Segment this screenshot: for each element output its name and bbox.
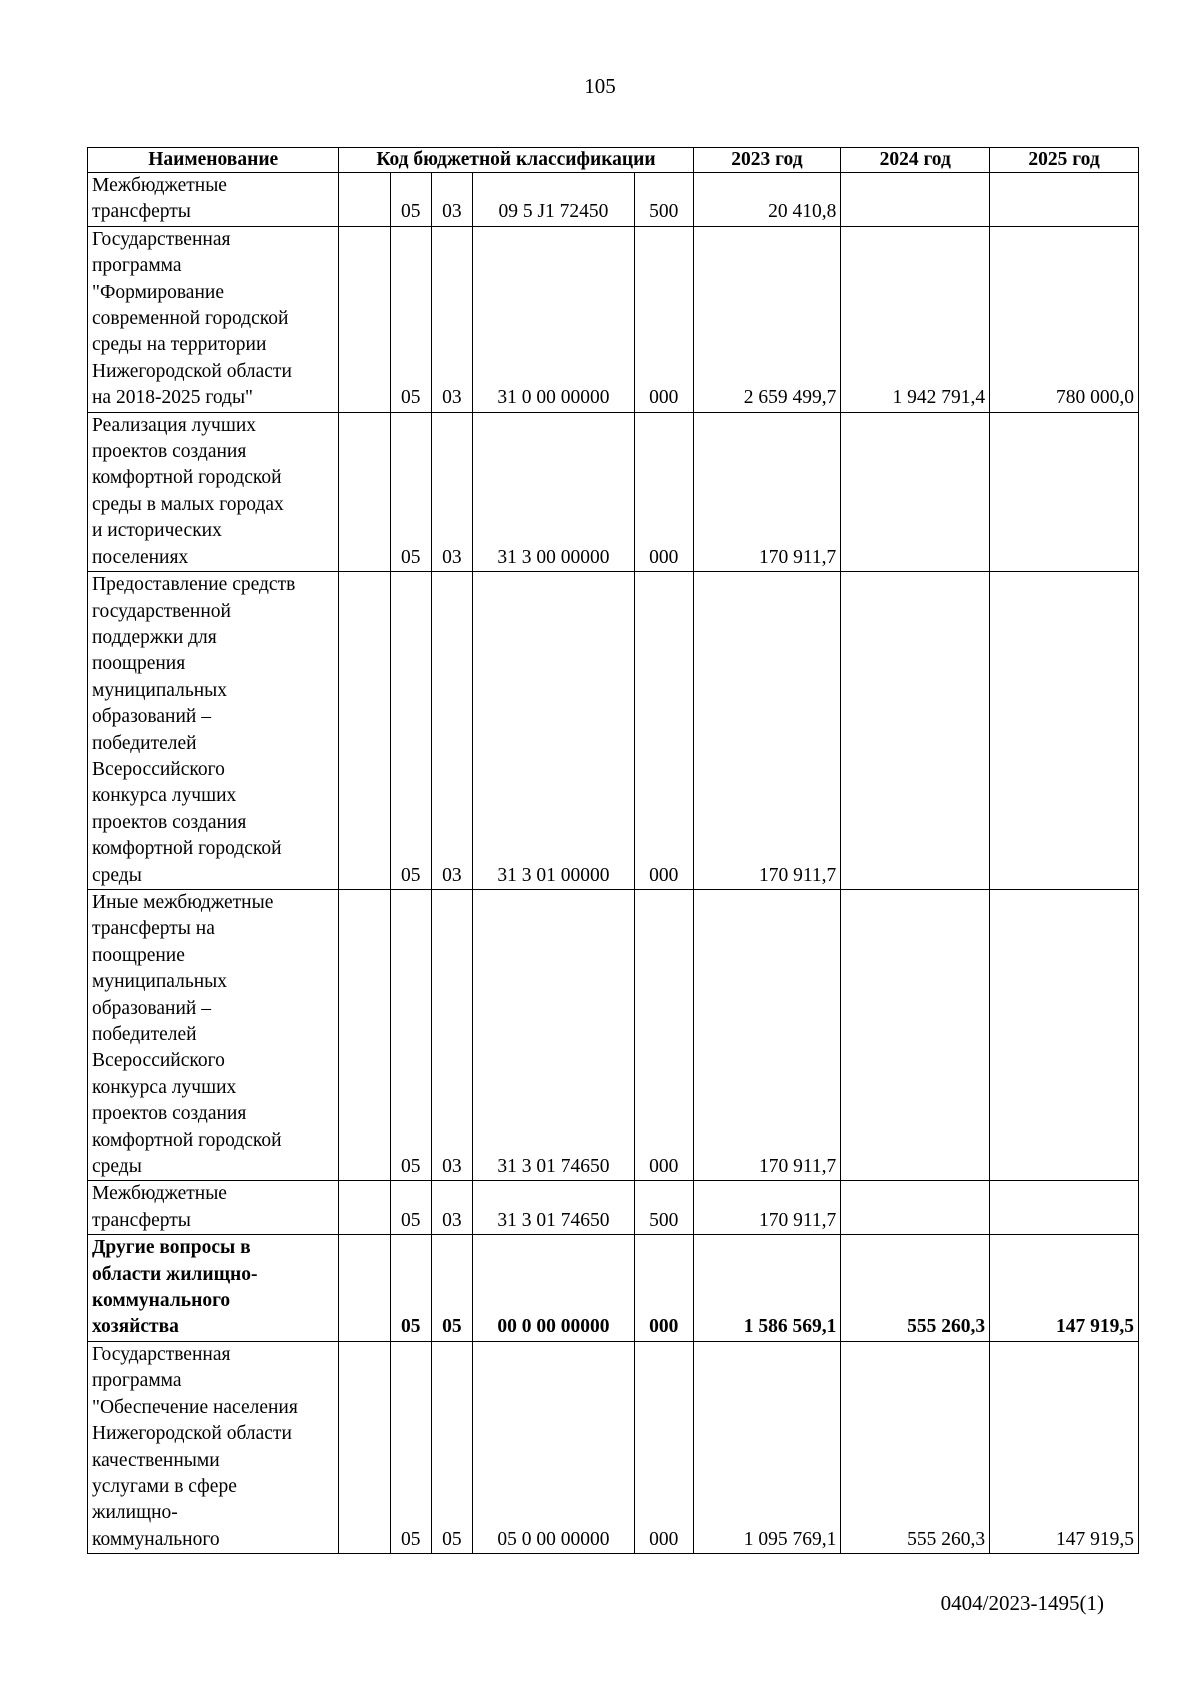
row-expense-type-code: 000: [635, 1235, 694, 1342]
code-blank-cell: [339, 1181, 390, 1235]
row-name-line: комфортной городской: [92, 1129, 282, 1151]
document-registration-code: 0404/2023-1495(1): [940, 1591, 1104, 1615]
row-name-line: образований –: [92, 997, 211, 1019]
row-target-article-code: 05 0 00 00000: [472, 1341, 634, 1553]
row-name-line: поощрения: [92, 653, 186, 675]
row-name-line: Предоставление средств: [92, 574, 296, 596]
row-target-article-code: 31 0 00 00000: [472, 226, 634, 412]
row-name-line: Нижегородской области: [92, 1423, 292, 1445]
row-name-line: проектов создания: [92, 811, 247, 833]
code-blank-cell: [339, 226, 390, 412]
table-row: [88, 1341, 1139, 1553]
row-name-line: хозяйства: [92, 1316, 179, 1338]
row-expense-type-code: 500: [635, 173, 694, 227]
table-row: [88, 1235, 1139, 1342]
row-target-article-code: 31 3 01 74650: [472, 889, 634, 1180]
row-name-line: современной городской: [92, 308, 289, 330]
row-name-line: Иные межбюджетные: [92, 891, 274, 913]
row-name-line: Всероссийского: [92, 1050, 225, 1072]
row-value-2025: [990, 1181, 1139, 1235]
budget-table: [87, 147, 1139, 1554]
row-value-2024: [841, 1181, 990, 1235]
table-row: [88, 412, 1139, 571]
row-value-2024: [841, 889, 990, 1180]
row-value-2024: [841, 173, 990, 227]
row-name-line: Межбюджетные: [92, 1183, 227, 1205]
code-blank-cell: [339, 572, 390, 890]
row-subsection-code: 03: [431, 173, 472, 227]
row-value-2023: 1 095 769,1: [693, 1341, 841, 1553]
row-name-line: коммунального: [92, 1290, 231, 1312]
row-value-2024: 1 942 791,4: [841, 226, 990, 412]
row-value-2024: 555 260,3: [841, 1235, 990, 1342]
row-section-code: 05: [390, 572, 431, 890]
row-name-line: комфортной городской: [92, 838, 282, 860]
row-name-line: Государственная: [92, 228, 231, 250]
table-row: [88, 889, 1139, 1180]
row-name-line: и исторических: [92, 520, 222, 542]
row-section-code: 05: [390, 226, 431, 412]
row-value-2025: [990, 572, 1139, 890]
row-value-2023: 170 911,7: [693, 1181, 841, 1235]
row-name: [88, 1235, 339, 1342]
row-subsection-code: 03: [431, 226, 472, 412]
row-name-line: на 2018-2025 годы": [92, 387, 254, 409]
row-value-2023: 170 911,7: [693, 889, 841, 1180]
code-blank-cell: [339, 889, 390, 1180]
row-name: [88, 412, 339, 571]
page-number: 105: [584, 74, 616, 98]
row-value-2025: 147 919,5: [990, 1235, 1139, 1342]
row-name-line: проектов создания: [92, 441, 247, 463]
row-expense-type-code: 000: [635, 889, 694, 1180]
row-target-article-code: 31 3 01 74650: [472, 1181, 634, 1235]
table-row: [88, 173, 1139, 227]
code-blank-cell: [339, 412, 390, 571]
row-subsection-code: 03: [431, 889, 472, 1180]
row-name-line: муниципальных: [92, 679, 228, 701]
row-expense-type-code: 000: [635, 572, 694, 890]
code-blank-cell: [339, 173, 390, 227]
row-name-line: программа: [92, 255, 182, 277]
row-section-code: 05: [390, 889, 431, 1180]
row-name-line: поощрение: [92, 944, 185, 966]
row-value-2023: 170 911,7: [693, 572, 841, 890]
row-name: [88, 173, 339, 227]
row-name-line: области жилищно-: [92, 1263, 258, 1285]
row-name-line: поддержки для: [92, 626, 217, 648]
row-subsection-code: 03: [431, 572, 472, 890]
row-value-2025: 147 919,5: [990, 1341, 1139, 1553]
header-2024: 2024 год: [841, 148, 990, 173]
header-name: Наименование: [88, 148, 339, 173]
row-name-line: качественными: [92, 1449, 220, 1471]
row-value-2024: [841, 412, 990, 571]
row-target-article-code: 31 3 00 00000: [472, 412, 634, 571]
row-target-article-code: 00 0 00 00000: [472, 1235, 634, 1342]
row-expense-type-code: 000: [635, 226, 694, 412]
row-name-line: победителей: [92, 732, 197, 754]
row-name-line: муниципальных: [92, 971, 228, 993]
row-value-2025: [990, 412, 1139, 571]
row-name-line: коммунального: [92, 1528, 220, 1550]
table-header-row: [88, 148, 1139, 173]
row-name: [88, 572, 339, 890]
row-name-line: "Формирование: [92, 281, 224, 303]
row-name-line: Государственная: [92, 1343, 231, 1365]
row-value-2023: 20 410,8: [693, 173, 841, 227]
row-name-line: трансферты на: [92, 918, 215, 940]
row-expense-type-code: 000: [635, 412, 694, 571]
header-2025: 2025 год: [990, 148, 1139, 173]
row-name-line: конкурса лучших: [92, 785, 237, 807]
code-blank-cell: [339, 1235, 390, 1342]
row-value-2023: 170 911,7: [693, 412, 841, 571]
row-name-line: конкурса лучших: [92, 1076, 237, 1098]
row-name-line: комфортной городской: [92, 467, 282, 489]
row-value-2023: 2 659 499,7: [693, 226, 841, 412]
row-section-code: 05: [390, 1341, 431, 1553]
row-subsection-code: 03: [431, 1181, 472, 1235]
row-name-line: среды на территории: [92, 334, 267, 356]
row-name: [88, 1181, 339, 1235]
row-subsection-code: 05: [431, 1341, 472, 1553]
row-name-line: среды в малых городах: [92, 493, 284, 515]
table-row: [88, 572, 1139, 890]
row-name-line: Другие вопросы в: [92, 1237, 251, 1259]
row-subsection-code: 03: [431, 412, 472, 571]
row-name-line: услугами в сфере: [92, 1475, 237, 1497]
table-body: [88, 173, 1139, 1554]
row-value-2025: [990, 173, 1139, 227]
row-name: [88, 889, 339, 1180]
row-name-line: Межбюджетные: [92, 175, 227, 196]
table-row: [88, 226, 1139, 412]
row-section-code: 05: [390, 173, 431, 227]
row-section-code: 05: [390, 412, 431, 571]
row-name-line: проектов создания: [92, 1103, 247, 1125]
row-name: [88, 1341, 339, 1553]
header-code: Код бюджетной классификации: [339, 148, 693, 173]
row-subsection-code: 05: [431, 1235, 472, 1342]
row-value-2024: 555 260,3: [841, 1341, 990, 1553]
row-name-line: жилищно-: [92, 1502, 178, 1524]
row-section-code: 05: [390, 1181, 431, 1235]
row-name: [88, 226, 339, 412]
row-name-line: победителей: [92, 1024, 197, 1045]
row-value-2025: [990, 889, 1139, 1180]
row-value-2024: [841, 572, 990, 890]
row-name-line: Всероссийского: [92, 758, 225, 780]
code-blank-cell: [339, 1341, 390, 1553]
row-value-2023: 1 586 569,1: [693, 1235, 841, 1342]
row-name-line: среды: [92, 864, 142, 886]
row-target-article-code: 09 5 J1 72450: [472, 173, 634, 227]
row-target-article-code: 31 3 01 00000: [472, 572, 634, 890]
row-name-line: трансферты: [92, 201, 191, 223]
header-2023: 2023 год: [693, 148, 841, 173]
row-name-line: образований –: [92, 706, 211, 728]
row-name-line: трансферты: [92, 1209, 191, 1231]
row-name-line: государственной: [92, 600, 231, 622]
row-name-line: Реализация лучших: [92, 414, 257, 436]
row-name-line: программа: [92, 1370, 182, 1392]
row-name-line: Нижегородской области: [92, 360, 292, 382]
table-row: [88, 1181, 1139, 1235]
row-expense-type-code: 500: [635, 1181, 694, 1235]
row-section-code: 05: [390, 1235, 431, 1342]
row-name-line: "Обеспечение населения: [92, 1396, 298, 1418]
row-expense-type-code: 000: [635, 1341, 694, 1553]
row-name-line: поселениях: [92, 546, 189, 568]
row-name-line: среды: [92, 1156, 142, 1178]
row-value-2025: 780 000,0: [990, 226, 1139, 412]
